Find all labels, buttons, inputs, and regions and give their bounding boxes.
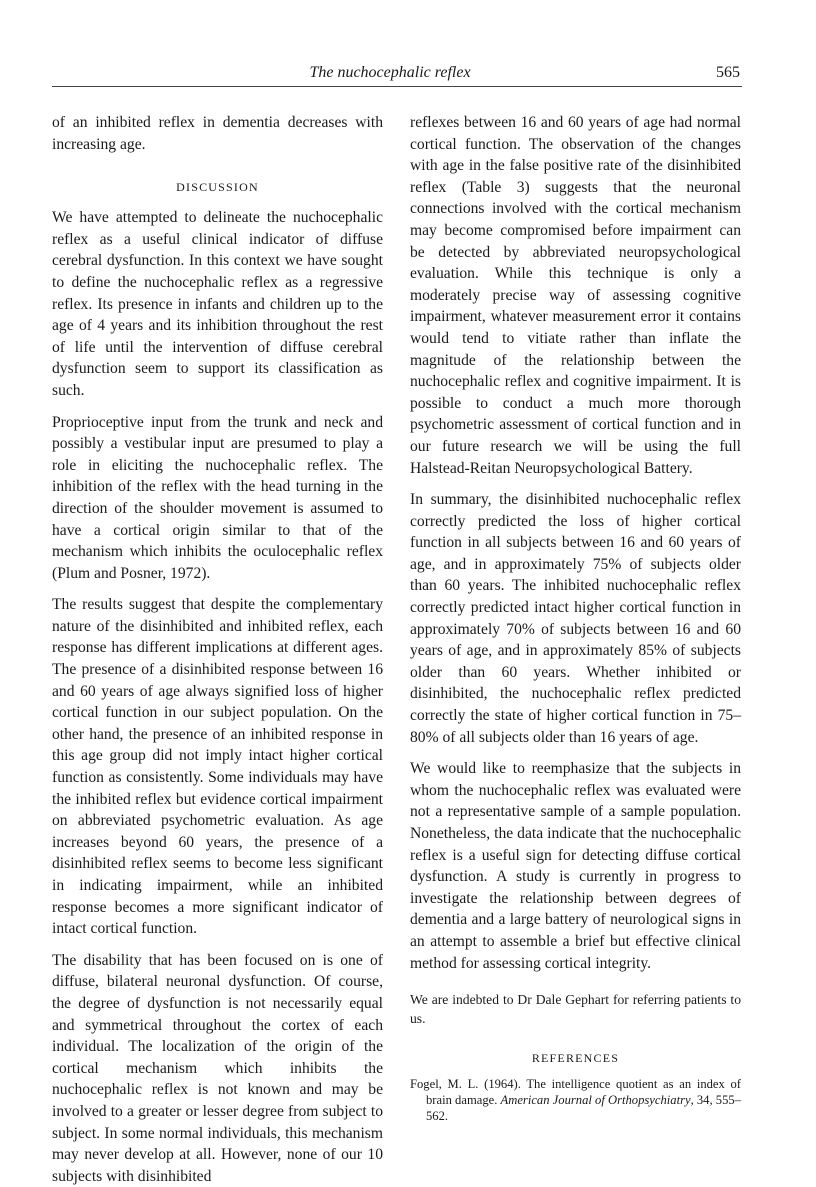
summary-paragraph: In summary, the disinhibited nuchocephalic reflex correctly predicted the loss of higher cortical function in all subjects between 16 and 60 years of age, and in approximately 75% of subjects older than 60 years. The inhibited nuchocephalic reflex correctly predicted intact higher cortical function in approximately 70% of subjects between 16 and 60 years of age, and in approximately 85% of subjects older than 60 years. Whether inhibited or disinhibited, the nuchocephalic reflex predicted correctly the state of higher cortical function in 75–80% of all subjects older than 16 years of age. bbox=[410, 491, 741, 746]
body-paragraph: The disability that has been focused on is one of diffuse, bilateral neuronal dysfunction. Of course, the degree of dysfunction is not necessarily equal and symmetrical throughout the cortex of each individual. The localization of the origin of the cortical mechanism which inhibits the nuchocephalic reflex is not known and may be involved to a greater or lesser degree from subject to subject. In some normal individuals, this mechanism may never develop at all. However, none of our 10 subjects with disinhibited bbox=[52, 951, 383, 1185]
reference-journal: American Journal of Orthopsychiatry bbox=[500, 1093, 691, 1108]
discussion-heading: DISCUSSION bbox=[176, 180, 259, 195]
body-paragraph: Proprioceptive input from the trunk and neck and possibly a vestibular input are presumed to play a role in eliciting the nuchocephalic reflex. The inhibition of the reflex with the head turning in the direction of the shoulder movement is assumed to have a cortical origin similar to that of the mechanism which inhibits the oculocephalic reflex (Plum and Posner, 1972). bbox=[52, 413, 383, 582]
body-paragraph: The results suggest that despite the complementary nature of the disinhibited and inhibited reflex, each response has different implications at different ages. The presence of a disinhibited response between 16 and 60 years of age always signified loss of higher cortical function in our subject population. On the other hand, the presence of an inhibited response in this age group did not imply intact higher cortical function as consistently. Some individuals may have the inhibited reflex but evidence cortical impairment on abbreviated psychometric evaluation. As age increases beyond 60 years, the presence of a disinhibited reflex seems to become less significant in indicating impairment, while an inhibited response becomes a more significant indicator of intact cortical function. bbox=[52, 596, 383, 938]
running-title: The nuchocephalic reflex bbox=[309, 64, 471, 81]
header-rule bbox=[52, 86, 742, 87]
body-paragraph: We have attempted to delineate the nuchocephalic reflex as a useful clinical indicator of diffuse cerebral dysfunction. In this context we have sought to define the nuchocephalic reflex as a regressive reflex. Its presence in infants and children up to the age of 4 years and its inhibition throughout the rest of life until the intervention of diffuse cerebral dysfunction seem to support its classification as such. bbox=[52, 209, 383, 399]
left-column bbox=[52, 112, 383, 1187]
page-number: 565 bbox=[716, 64, 740, 81]
references-heading: REFERENCES bbox=[531, 1051, 620, 1066]
body-paragraph: reflexes between 16 and 60 years of age had normal cortical function. The observation of the changes with age in the false positive rate of the disinhibited reflex (Table 3) suggests that the neuronal connections involved with the cortical mechanism may become compromised before impairment can be detected by abbreviated neuropsychological evaluation. While this technique is only a moderately precise way of assessing cognitive impairment, whatever measurement error it contains would tend to vitiate rather than inflate the magnitude of the relationship between the nuchocephalic reflex and cognitive impairment. It is possible to conduct a much more thorough psychometric assessment of cortical function and in our future research we will be using the full Halstead-Reitan Neuropsychological Battery. bbox=[410, 114, 741, 477]
reference-volume-pages: , 34, 555–562. bbox=[426, 1093, 741, 1124]
intro-fragment: of an inhibited reflex in dementia decreases with increasing age. bbox=[52, 114, 383, 153]
reference-entry bbox=[410, 1076, 741, 1124]
reference-authors-title: Fogel, M. L. (1964). The intelligence quotient as an index of brain damage. bbox=[410, 1077, 741, 1108]
right-column bbox=[410, 112, 741, 1124]
acknowledgement: We are indebted to Dr Dale Gephart for referring patients to us. bbox=[410, 992, 741, 1027]
body-paragraph: We would like to reemphasize that the subjects in whom the nuchocephalic reflex was evaluated were not a representative sample of a sample population. Nonetheless, the data indicate that the nuchocephalic reflex is a useful sign for detecting diffuse cortical dysfunction. A study is currently in progress to investigate the relationship between degrees of dementia and a large battery of neurological signs in an attempt to assemble a brief but effective clinical method for assessing cortical integrity. bbox=[410, 760, 741, 972]
